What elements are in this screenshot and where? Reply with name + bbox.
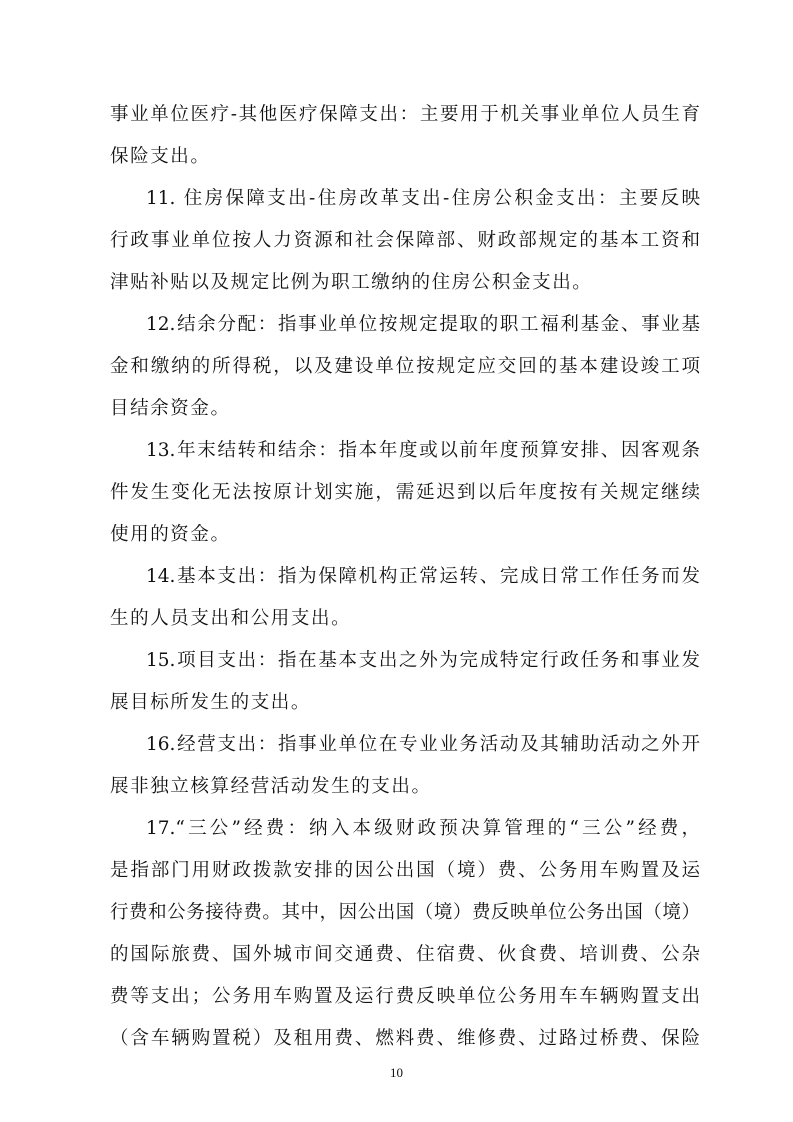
text-line: 件发生变化无法按原计划实施，需延迟到以后年度按有关规定继续 xyxy=(110,482,700,503)
paragraph-17-start: 17.“三公”经费：纳入本级财政预决算管理的“三公”经费， xyxy=(146,818,700,839)
paragraph-11-start: 11. 住房保障支出-住房改革支出-住房公积金支出：主要反映 xyxy=(146,188,700,209)
text-line: 保险支出。 xyxy=(110,146,211,167)
paragraph-12-start: 12.结余分配：指事业单位按规定提取的职工福利基金、事业基 xyxy=(146,314,700,335)
text-line: 展非独立核算经营活动发生的支出。 xyxy=(110,776,432,797)
text-line: 是指部门用财政拨款安排的因公出国（境）费、公务用车购置及运 xyxy=(110,860,700,881)
text-line: 生的人员支出和公用支出。 xyxy=(110,608,352,629)
paragraph-15-start: 15.项目支出：指在基本支出之外为完成特定行政任务和事业发 xyxy=(146,650,700,671)
text-line: 费等支出；公务用车购置及运行费反映单位公务用车车辆购置支出 xyxy=(110,986,700,1007)
text-line: 金和缴纳的所得税，以及建设单位按规定应交回的基本建设竣工项 xyxy=(110,356,700,377)
text-line: 的国际旅费、国外城市间交通费、住宿费、伙食费、培训费、公杂 xyxy=(110,944,700,965)
text-line: （含车辆购置税）及租用费、燃料费、维修费、过路过桥费、保险 xyxy=(110,1028,700,1049)
text-line: 行政事业单位按人力资源和社会保障部、财政部规定的基本工资和 xyxy=(110,230,700,251)
text-line: 事业单位医疗-其他医疗保障支出：主要用于机关事业单位人员生育 xyxy=(110,104,700,125)
text-line: 津贴补贴以及规定比例为职工缴纳的住房公积金支出。 xyxy=(110,272,593,293)
text-line: 展目标所发生的支出。 xyxy=(110,692,312,713)
page-number: 10 xyxy=(390,1065,403,1080)
paragraph-16-start: 16.经营支出：指事业单位在专业业务活动及其辅助活动之外开 xyxy=(146,734,700,755)
text-line: 行费和公务接待费。其中，因公出国（境）费反映单位公务出国（境） xyxy=(110,902,700,923)
text-line: 目结余资金。 xyxy=(110,398,231,419)
paragraph-14-start: 14.基本支出：指为保障机构正常运转、完成日常工作任务而发 xyxy=(146,566,700,587)
text-line: 使用的资金。 xyxy=(110,524,231,545)
paragraph-13-start: 13.年末结转和结余：指本年度或以前年度预算安排、因客观条 xyxy=(146,440,700,461)
